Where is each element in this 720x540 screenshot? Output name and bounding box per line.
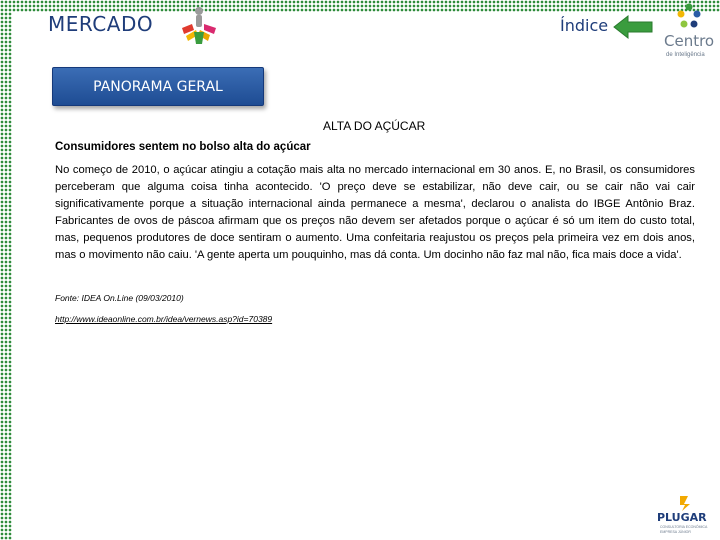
logo-subtitle: de Inteligência [666,52,705,58]
plugar-logo [652,494,718,540]
article-heading: Consumidores sentem no bolso alta do açúcar [55,141,311,153]
centro-logo-mark-icon [676,2,702,32]
article-title: ALTA DO AÇÚCAR [323,119,426,133]
plugar-logo-name: PLUGAR [657,511,707,524]
plugar-logo-mark-icon [678,494,694,512]
article-source: Fonte: IDEA On.Line (09/03/2010) [55,293,184,303]
index-link[interactable]: Índice [560,16,609,35]
page-title: MERCADO [48,12,154,36]
people-group-icon [178,4,220,46]
article-body: No começo de 2010, o açúcar atingiu a cotação mais alta no mercado internacional em 30 anos. E, no Brasil, os consumidores perceberam que alguma coisa tinha acontecido. 'O preço deve se estabilizar, não deve cair, ou se cair não vai cair significativamente porque a situação internacional ainda permanece a mesma', declarou o analista do IBGE Antônio Braz. Fabricantes de ovos de páscoa afirmam que os preços não devem ser afetados porque o açúcar é só um item do custo total, mas, pequenos produtores de doce sentiram o aumento. Uma confeitaria reajustou os preços pela primeira vez em dois anos, mas o movimento não caiu. 'A gente aperta um pouquinho, mas dá conta. Um docinho não faz mal não, fica mais doce a vida'. [55,164,695,262]
article-link[interactable]: http://www.ideaonline.com.br/idea/vernews.asp?id=70389 [55,314,273,324]
back-arrow-icon[interactable] [612,14,656,40]
section-button[interactable]: PANORAMA GERAL [52,67,264,106]
plugar-logo-subtitle: CONSULTORIA ECONÔMICA EMPRESA JÚNIOR [660,525,708,534]
centro-logo [662,2,718,64]
logo-name: Centro [664,32,715,50]
decorative-dot-border-left [0,0,12,540]
decorative-dot-border-top [12,0,720,12]
